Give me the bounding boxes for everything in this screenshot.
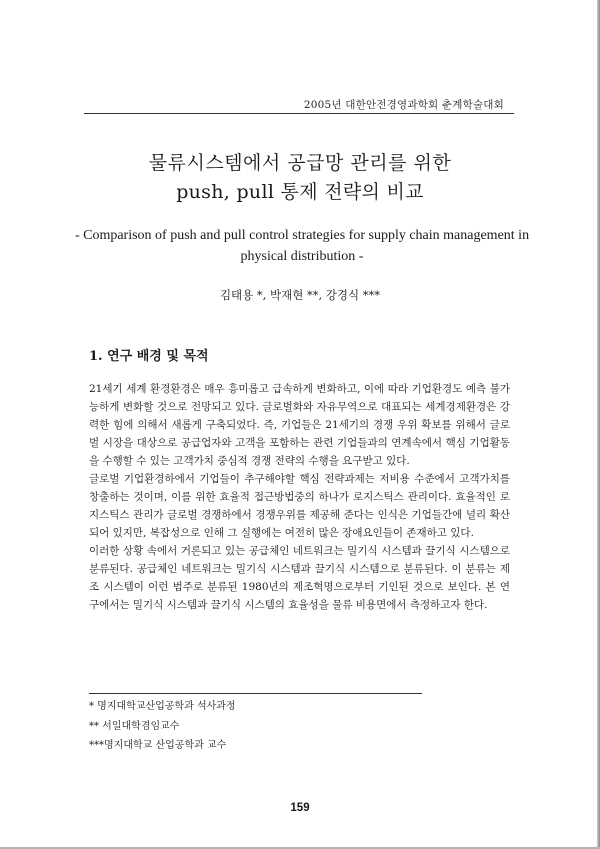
header-rule xyxy=(84,113,514,114)
korean-title-line2: push, pull 통제 전략의 비교 xyxy=(176,181,424,203)
footnote: * 명지대학교산업공학과 석사과정 xyxy=(89,701,236,712)
body-text xyxy=(89,380,510,614)
page-number: 159 xyxy=(290,802,310,814)
author-list: 김태용 *, 박재현 **, 강경식 *** xyxy=(219,288,381,302)
paragraph: 글로벌 기업환경하에서 기업들이 추구해야할 핵심 전략과제는 저비용 수준에서 고객가치를 창출하는 것이며, 이를 위한 효율적 접근방법중의 하나가 로지스틱스 관리이다. 효율적인 로지스틱스 관리가 글로벌 경쟁하에서 경쟁우위를 제공해 준다는 인식은 기업들간에 널리 확산되어 있지만, 복잡성으로 인해 그 실행에는 여전히 많은 장애요인들이 존재하고 있다. xyxy=(89,473,510,539)
footnotes xyxy=(89,697,236,756)
footnote: ***명지대학교 산업공학과 교수 xyxy=(89,740,227,751)
paragraph: 21세기 세계 환경환경은 매우 흥미롭고 급속하게 변화하고, 이에 따라 기업환경도 예측 불가능하게 변화할 것으로 전망되고 있다. 글로벌화와 자유무역으로 대표되는 세계경제환경은 강력한 힘에 의해서 새롭게 구축되었다. 즉, 기업들은 21세기의 경쟁 우위 확보를 위해서 글로벌 시장을 대상으로 공급업자와 고객을 포함하는 관련 기업들과의 연계속에서 핵심 기업활동을 수행할 수 있는 고객가치 중심적 경쟁 전략의 수행을 요구받고 있다. xyxy=(89,383,510,467)
footnote: ** 서일대학겸임교수 xyxy=(89,720,180,732)
korean-title-line1: 물류시스템에서 공급망 관리를 위한 xyxy=(148,152,452,174)
conference-header: 2005년 대한안전경영과학회 춘계학술대회 xyxy=(303,99,504,111)
footnote-rule xyxy=(89,693,422,694)
paragraph: 이러한 상황 속에서 거론되고 있는 공급체인 네트워크는 밀기식 시스템과 끌기식 시스템으로 분류된다. 공급체인 네트워크는 밀기식 시스템과 끌기식 시스템으로 분류된다. 이 분류는 제조 시스템이 이런 범주로 분류된 1980년의 제조혁명으로부터 기인된 것으로 보인다. 본 연구에서는 밀기식 시스템과 끌기식 시스템의 효율성을 물류 비용면에서 측정하고자 한다. xyxy=(89,545,510,611)
section-heading: 1. 연구 배경 및 목적 xyxy=(89,349,209,364)
english-title: - Comparison of push and pull control strategies for supply chain management in physical distribution - xyxy=(74,228,530,264)
